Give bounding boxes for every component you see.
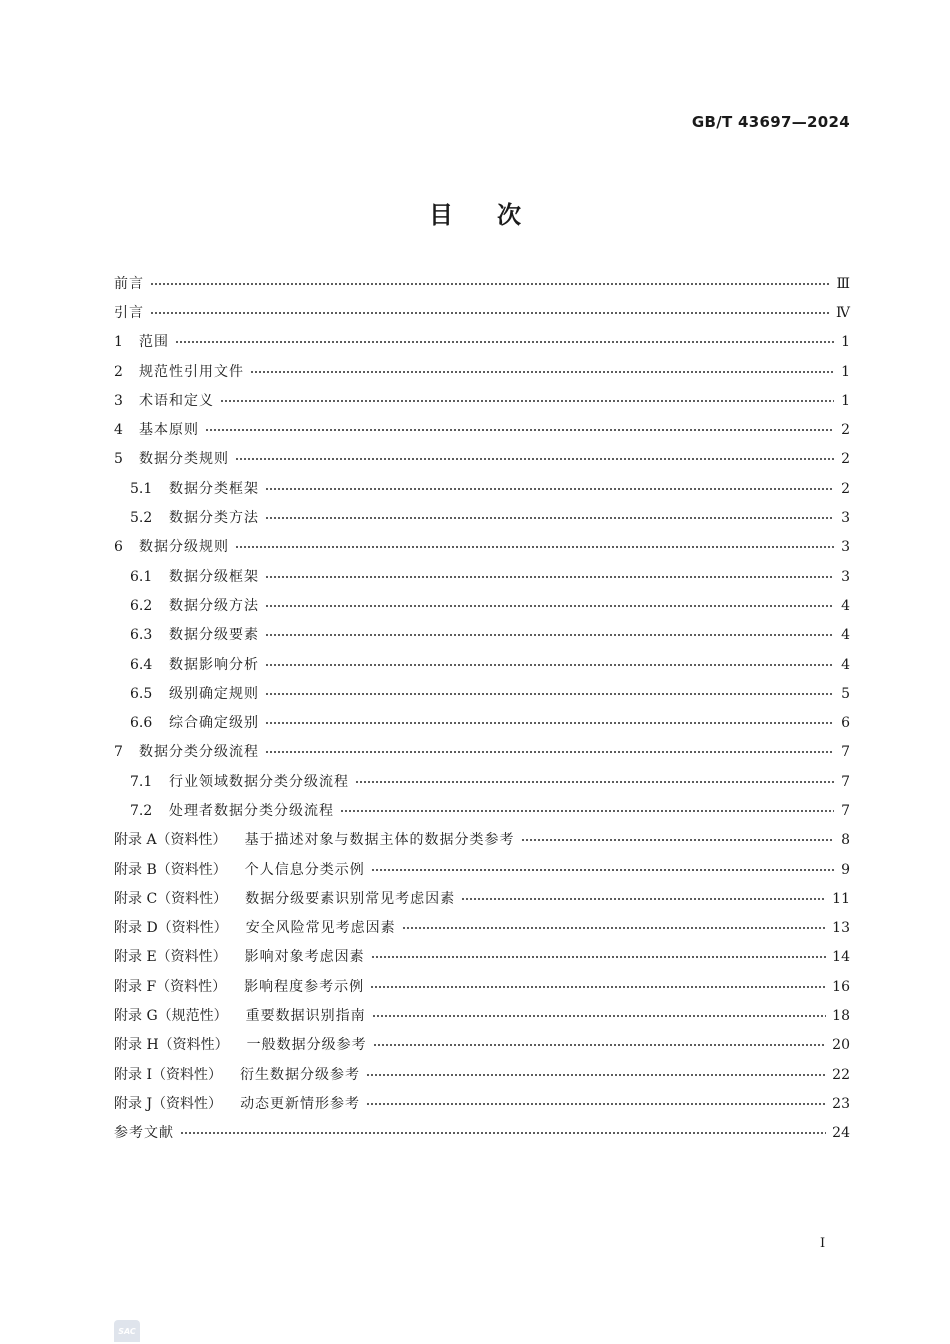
toc-entry[interactable] bbox=[114, 1060, 850, 1089]
toc-entry-page: 2 bbox=[841, 480, 850, 497]
toc-entry-number: 附录 J（资料性） bbox=[114, 1095, 223, 1112]
toc-entry-page: 1 bbox=[841, 392, 850, 409]
toc-entry-page: 5 bbox=[841, 685, 850, 702]
standard-code: GB/T 43697—2024 bbox=[691, 113, 850, 131]
toc-entry-label: 个人信息分类示例 bbox=[244, 861, 365, 878]
dot-leader bbox=[235, 544, 834, 550]
toc-entry-page: 2 bbox=[841, 451, 850, 468]
toc-entry[interactable] bbox=[114, 269, 850, 298]
toc-entry-label: 动态更新情形参考 bbox=[240, 1095, 361, 1112]
toc-entry-page: 11 bbox=[832, 890, 850, 907]
toc-entry[interactable] bbox=[114, 357, 850, 386]
dot-leader bbox=[205, 427, 834, 433]
toc-entry[interactable] bbox=[114, 591, 850, 620]
toc-entry[interactable] bbox=[114, 1089, 850, 1118]
toc-entry[interactable] bbox=[114, 474, 850, 503]
dot-leader bbox=[265, 720, 834, 726]
toc-entry-label: 数据分级规则 bbox=[139, 539, 229, 556]
toc-entry-label: 术语和定义 bbox=[139, 392, 214, 409]
toc-entry-number: 7.1 bbox=[130, 773, 153, 790]
toc-entry-page: 2 bbox=[841, 422, 850, 439]
toc-entry-number: 7 bbox=[114, 744, 123, 761]
toc-entry-page: 6 bbox=[841, 715, 850, 732]
toc-entry-number: 附录 B（资料性） bbox=[114, 861, 227, 878]
dot-leader bbox=[180, 1130, 826, 1136]
toc-entry-number: 5.2 bbox=[130, 510, 153, 527]
toc-entry[interactable] bbox=[114, 503, 850, 532]
toc-entry-page: 9 bbox=[841, 861, 850, 878]
toc-entry-label: 影响程度参考示例 bbox=[244, 978, 365, 995]
toc-entry-label: 数据分级框架 bbox=[169, 568, 259, 585]
dot-leader bbox=[366, 1101, 826, 1107]
dot-leader bbox=[220, 398, 834, 404]
table-of-contents bbox=[114, 269, 850, 1148]
toc-entry-page: 14 bbox=[832, 949, 850, 966]
dot-leader bbox=[340, 808, 834, 814]
toc-entry-label: 影响对象考虑因素 bbox=[244, 949, 365, 966]
toc-entry[interactable] bbox=[114, 621, 850, 650]
toc-entry-label: 重要数据识别指南 bbox=[245, 1008, 366, 1025]
title-char-1: 目 bbox=[429, 201, 453, 229]
toc-entry-number: 7.2 bbox=[130, 802, 153, 819]
toc-entry[interactable] bbox=[114, 884, 850, 913]
toc-entry[interactable] bbox=[114, 943, 850, 972]
toc-entry-number: 5 bbox=[114, 451, 123, 468]
toc-entry-number: 附录 D（资料性） bbox=[114, 920, 228, 937]
toc-entry-page: Ⅳ bbox=[836, 304, 850, 321]
toc-entry-label: 基本原则 bbox=[139, 422, 199, 439]
toc-entry-label: 衍生数据分级参考 bbox=[239, 1066, 360, 1083]
toc-entry[interactable] bbox=[114, 1031, 850, 1060]
toc-entry-page: 4 bbox=[841, 656, 850, 673]
toc-entry-label: 数据分级方法 bbox=[169, 597, 259, 614]
toc-entry-number: 附录 H（资料性） bbox=[114, 1037, 229, 1054]
dot-leader bbox=[366, 1072, 826, 1078]
toc-entry-number: 6 bbox=[114, 539, 123, 556]
toc-entry-page: 24 bbox=[832, 1125, 850, 1142]
toc-entry-number: 4 bbox=[114, 422, 123, 439]
toc-entry[interactable] bbox=[114, 796, 850, 825]
toc-entry-label: 规范性引用文件 bbox=[139, 363, 244, 380]
toc-entry-number: 附录 F（资料性） bbox=[114, 978, 227, 995]
toc-entry[interactable] bbox=[114, 562, 850, 591]
toc-entry-label: 基于描述对象与数据主体的数据分类参考 bbox=[244, 832, 515, 849]
dot-leader bbox=[265, 749, 834, 755]
toc-entry-page: 7 bbox=[841, 773, 850, 790]
toc-entry-label: 数据影响分析 bbox=[169, 656, 259, 673]
toc-entry-page: 4 bbox=[841, 627, 850, 644]
toc-entry-number: 5.1 bbox=[130, 480, 153, 497]
toc-entry-page: 3 bbox=[841, 510, 850, 527]
dot-leader bbox=[235, 456, 834, 462]
toc-entry-label: 数据分类规则 bbox=[139, 451, 229, 468]
dot-leader bbox=[150, 310, 830, 316]
title-char-2: 次 bbox=[497, 201, 521, 229]
dot-leader bbox=[265, 486, 834, 492]
toc-entry-page: 18 bbox=[832, 1008, 850, 1025]
dot-leader bbox=[265, 662, 834, 668]
toc-entry[interactable] bbox=[114, 679, 850, 708]
dot-leader bbox=[265, 603, 834, 609]
toc-entry-number: 附录 E（资料性） bbox=[114, 949, 227, 966]
toc-entry[interactable] bbox=[114, 533, 850, 562]
toc-entry-label: 数据分级要素识别常见考虑因素 bbox=[245, 890, 456, 907]
toc-entry-label: 综合确定级别 bbox=[169, 715, 259, 732]
toc-entry-label: 级别确定规则 bbox=[169, 685, 259, 702]
toc-entry-page: 8 bbox=[841, 832, 850, 849]
toc-entry-label: 数据分类方法 bbox=[169, 510, 259, 527]
dot-leader bbox=[373, 1042, 827, 1048]
dot-leader bbox=[265, 574, 834, 580]
dot-leader bbox=[265, 515, 834, 521]
dot-leader bbox=[175, 339, 834, 345]
toc-entry-number: 1 bbox=[114, 334, 123, 351]
toc-entry-page: 7 bbox=[841, 744, 850, 761]
toc-entry[interactable] bbox=[114, 708, 850, 737]
toc-entry-page: 1 bbox=[841, 334, 850, 351]
toc-entry[interactable] bbox=[114, 738, 850, 767]
dot-leader bbox=[265, 691, 834, 697]
dot-leader bbox=[370, 984, 826, 990]
toc-entry-label: 行业领域数据分类分级流程 bbox=[169, 773, 349, 790]
toc-entry[interactable] bbox=[114, 767, 850, 796]
toc-entry-label: 数据分类框架 bbox=[169, 480, 259, 497]
toc-entry-number: 6.4 bbox=[130, 656, 153, 673]
toc-entry-number: 6.1 bbox=[130, 568, 153, 585]
toc-entry[interactable] bbox=[114, 914, 850, 943]
dot-leader bbox=[150, 281, 830, 287]
toc-entry-page: 3 bbox=[841, 539, 850, 556]
toc-entry[interactable] bbox=[114, 445, 850, 474]
toc-entry-number: 6.3 bbox=[130, 627, 153, 644]
toc-entry-page: 20 bbox=[832, 1037, 850, 1054]
dot-leader bbox=[355, 779, 834, 785]
toc-entry-page: 13 bbox=[832, 920, 850, 937]
toc-entry-number: 3 bbox=[114, 392, 123, 409]
toc-entry-label: 处理者数据分类分级流程 bbox=[169, 802, 334, 819]
sac-logo: SAC bbox=[114, 1320, 140, 1342]
dot-leader bbox=[402, 925, 826, 931]
toc-entry-number: 附录 C（资料性） bbox=[114, 890, 228, 907]
dot-leader bbox=[371, 954, 827, 960]
footer-page-number: I bbox=[820, 1236, 826, 1251]
toc-entry-page: 1 bbox=[841, 363, 850, 380]
dot-leader bbox=[461, 896, 826, 902]
toc-entry-label: 前言 bbox=[114, 275, 144, 292]
toc-entry-label: 参考文献 bbox=[114, 1125, 174, 1142]
toc-entry-number: 6.2 bbox=[130, 597, 153, 614]
toc-entry-label: 数据分级要素 bbox=[169, 627, 259, 644]
dot-leader bbox=[250, 369, 834, 375]
toc-entry[interactable] bbox=[114, 855, 850, 884]
toc-entry-label: 引言 bbox=[114, 304, 144, 321]
toc-entry[interactable] bbox=[114, 298, 850, 327]
toc-entry[interactable] bbox=[114, 1119, 850, 1148]
toc-entry-number: 2 bbox=[114, 363, 123, 380]
toc-entry-page: 3 bbox=[841, 568, 850, 585]
toc-entry[interactable] bbox=[114, 328, 850, 357]
toc-entry-number: 附录 I（资料性） bbox=[114, 1066, 222, 1083]
toc-entry[interactable] bbox=[114, 826, 850, 855]
toc-entry[interactable] bbox=[114, 650, 850, 679]
toc-entry[interactable] bbox=[114, 415, 850, 444]
toc-entry-page: 22 bbox=[832, 1066, 850, 1083]
toc-entry[interactable] bbox=[114, 1001, 850, 1030]
toc-entry-label: 范围 bbox=[139, 334, 169, 351]
toc-entry-number: 附录 G（规范性） bbox=[114, 1008, 228, 1025]
toc-entry-label: 安全风险常见考虑因素 bbox=[245, 920, 396, 937]
toc-entry-page: 4 bbox=[841, 597, 850, 614]
toc-entry-page: 7 bbox=[841, 802, 850, 819]
toc-entry-page: 16 bbox=[832, 978, 850, 995]
toc-entry-label: 一般数据分级参考 bbox=[246, 1037, 367, 1054]
toc-entry[interactable] bbox=[114, 386, 850, 415]
toc-entry-label: 数据分类分级流程 bbox=[139, 744, 259, 761]
toc-entry-page: 23 bbox=[832, 1095, 850, 1112]
page-title bbox=[0, 195, 950, 230]
toc-entry-number: 附录 A（资料性） bbox=[114, 832, 227, 849]
toc-entry-number: 6.5 bbox=[130, 685, 153, 702]
dot-leader bbox=[371, 867, 834, 873]
toc-entry-page: Ⅲ bbox=[836, 275, 850, 292]
toc-entry[interactable] bbox=[114, 972, 850, 1001]
toc-entry-number: 6.6 bbox=[130, 715, 153, 732]
dot-leader bbox=[372, 1013, 827, 1019]
dot-leader bbox=[521, 837, 834, 843]
dot-leader bbox=[265, 632, 834, 638]
